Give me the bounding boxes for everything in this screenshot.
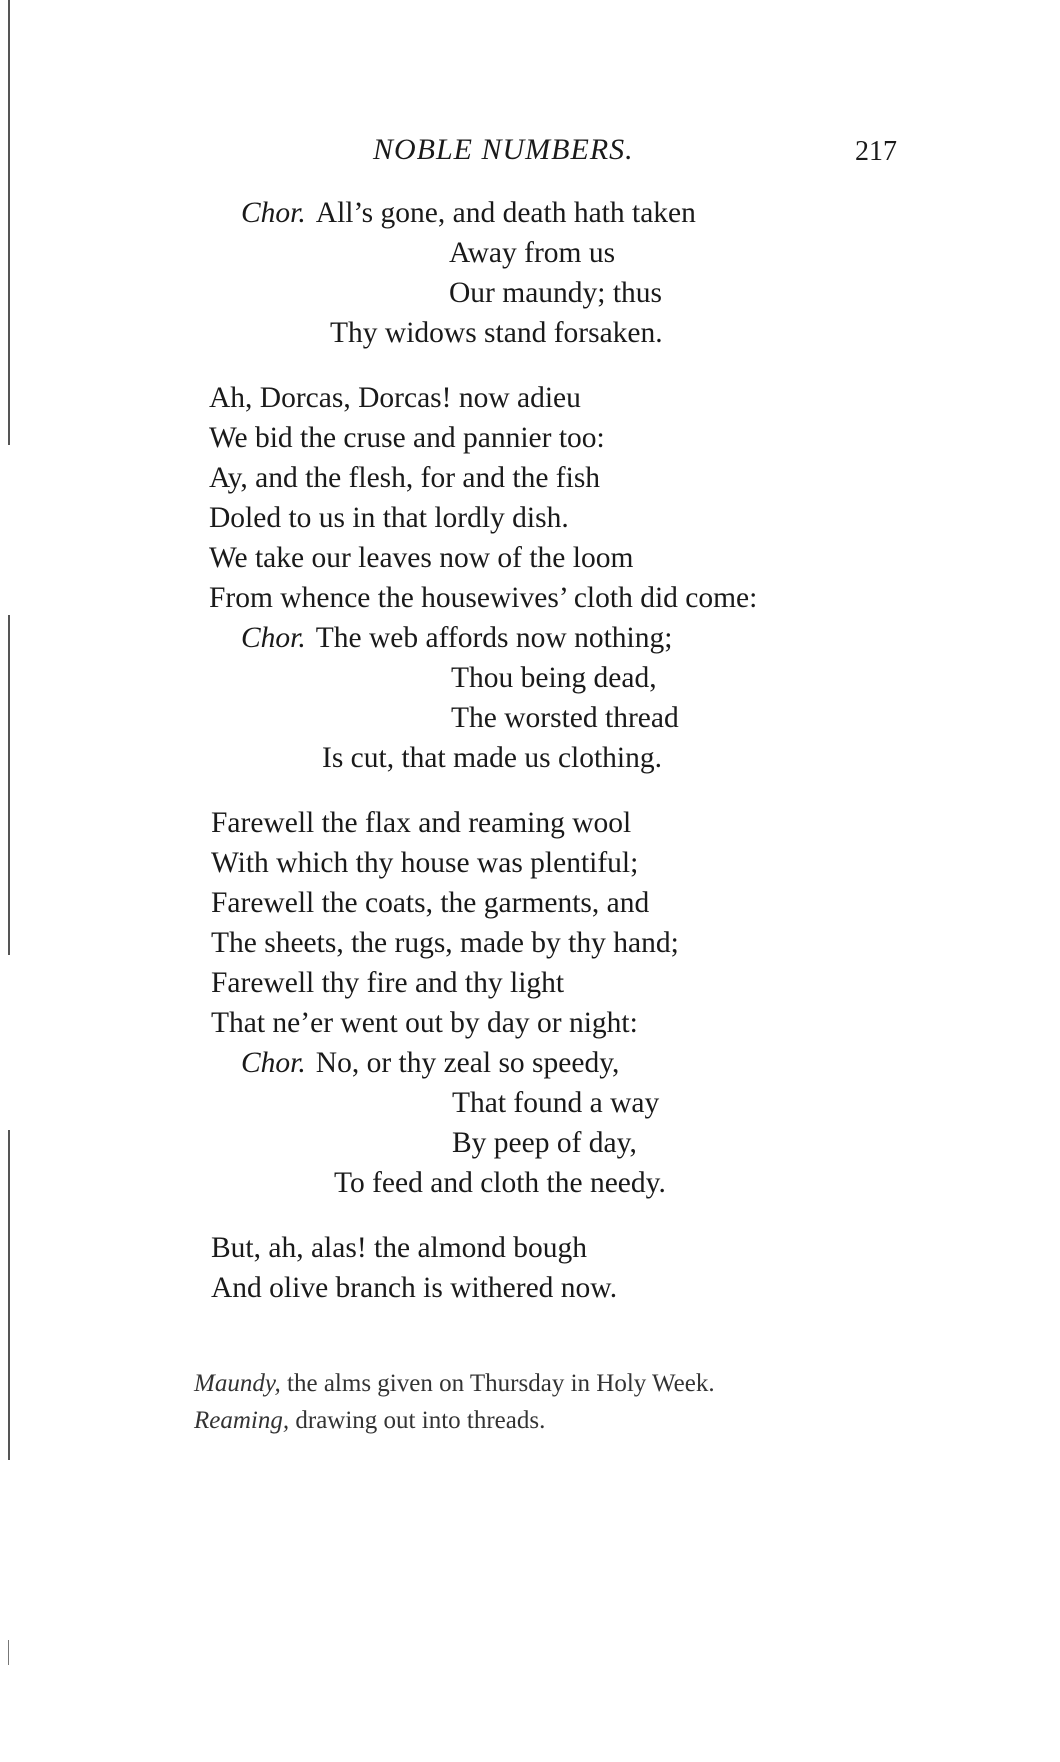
verse-line: Thou being dead,: [451, 662, 657, 694]
verse-line: That ne’er went out by day or night:: [211, 1007, 638, 1039]
verse-line: To feed and cloth the needy.: [334, 1167, 666, 1199]
verse-line: The sheets, the rugs, made by thy hand;: [211, 927, 679, 959]
chorus-label: Chor.: [241, 1047, 306, 1079]
verse-line: Ay, and the flesh, for and the fish: [209, 462, 601, 494]
footnote-term: Reaming,: [194, 1407, 290, 1434]
scan-gutter-mark: [8, 615, 10, 955]
scan-gutter-mark: [8, 1640, 9, 1665]
chorus-label: Chor.: [241, 197, 306, 229]
verse-line: Away from us: [449, 237, 616, 269]
chorus-label: Chor.: [241, 622, 306, 654]
verse-line: The worsted thread: [451, 702, 679, 734]
verse-line: Farewell thy fire and thy light: [211, 967, 565, 999]
page-number: 217: [855, 136, 897, 167]
verse-line: With which thy house was plentiful;: [211, 847, 639, 879]
verse-line: [241, 199, 696, 229]
verse-line: Farewell the flax and reaming wool: [211, 807, 632, 839]
verse-line: By peep of day,: [452, 1127, 637, 1159]
verse-line: From whence the housewives’ cloth did come:: [209, 582, 758, 614]
footnote: [194, 1408, 545, 1433]
footnote: [194, 1371, 715, 1396]
running-header-title: NOBLE NUMBERS.: [373, 133, 634, 166]
verse-line: [241, 1049, 619, 1079]
verse-line: Our maundy; thus: [449, 277, 663, 309]
verse-line: Farewell the coats, the garments, and: [211, 887, 650, 919]
verse-line: Doled to us in that lordly dish.: [209, 502, 569, 534]
footnote-text: the alms given on Thursday in Holy Week.: [287, 1370, 715, 1397]
verse-line: That found a way: [452, 1087, 660, 1119]
verse-text: No, or thy zeal so speedy,: [315, 1047, 620, 1079]
verse-line: [241, 624, 672, 654]
scan-gutter-mark: [8, 1130, 10, 1460]
verse-text: All’s gone, and death hath taken: [315, 197, 696, 229]
footnote-term: Maundy,: [194, 1370, 281, 1397]
scan-gutter-mark: [8, 0, 10, 445]
verse-text: The web affords now nothing;: [315, 622, 673, 654]
verse-line: But, ah, alas! the almond bough: [211, 1232, 588, 1264]
footnote-text: drawing out into threads.: [295, 1407, 546, 1434]
verse-line: Thy widows stand forsaken.: [330, 317, 663, 349]
verse-line: We bid the cruse and pannier too:: [209, 422, 605, 454]
verse-line: We take our leaves now of the loom: [209, 542, 634, 574]
verse-line: And olive branch is withered now.: [211, 1272, 618, 1304]
verse-line: Is cut, that made us clothing.: [322, 742, 662, 774]
verse-line: Ah, Dorcas, Dorcas! now adieu: [209, 382, 581, 414]
